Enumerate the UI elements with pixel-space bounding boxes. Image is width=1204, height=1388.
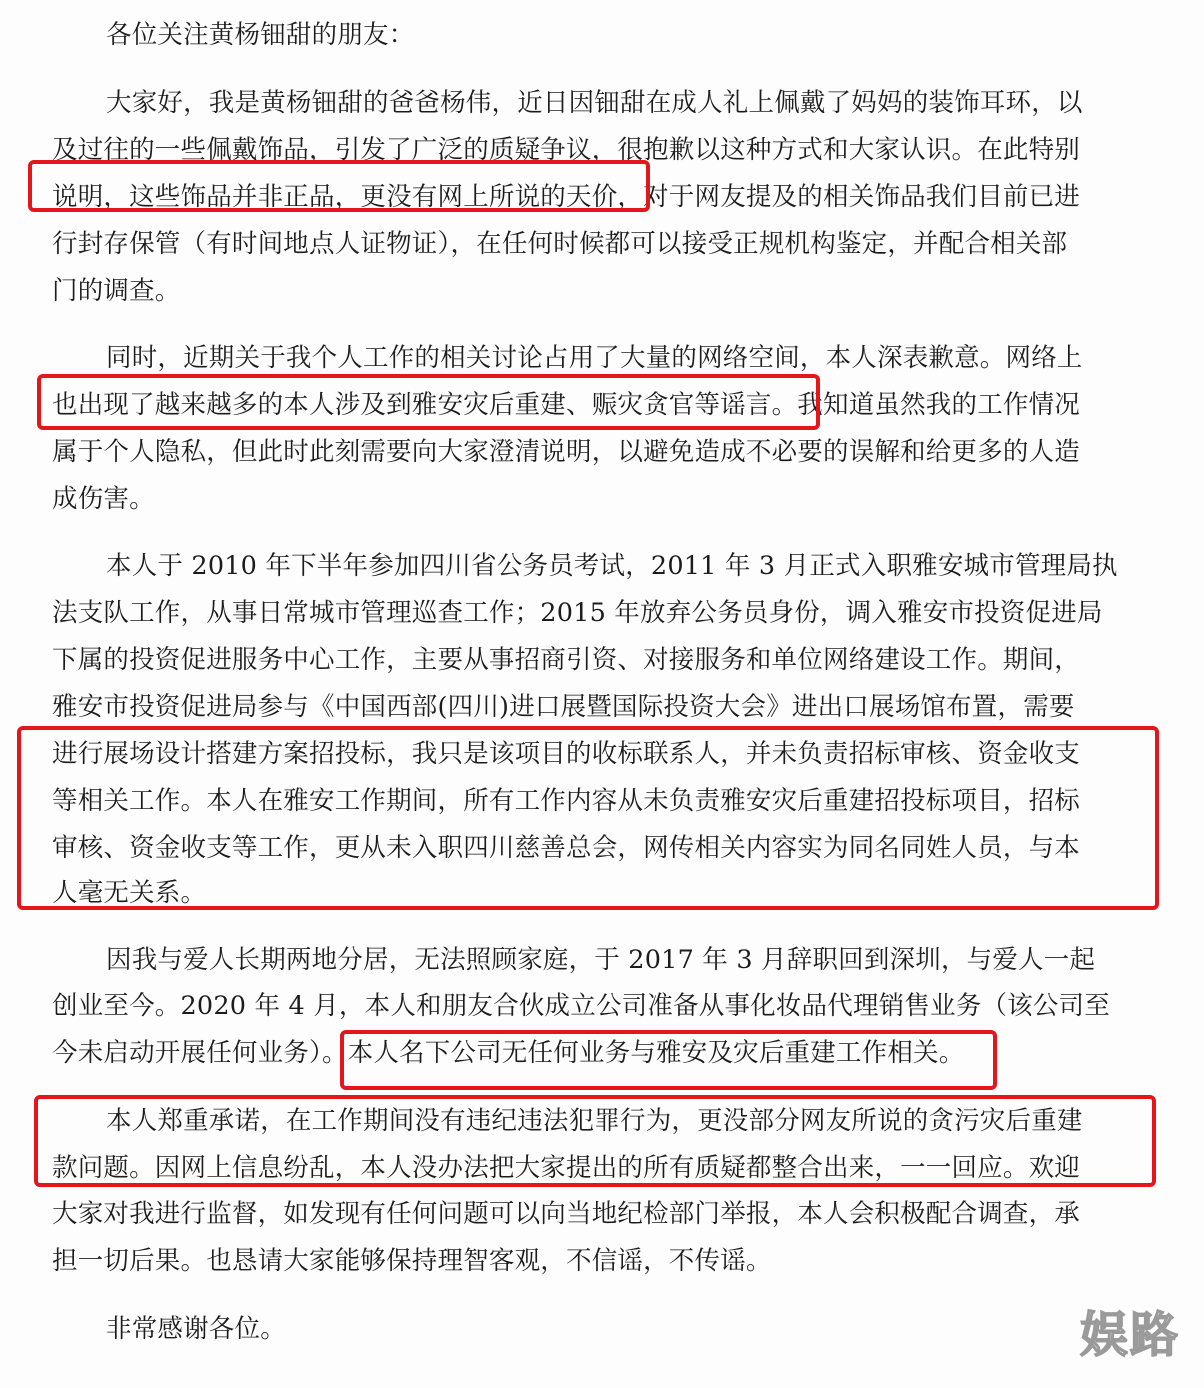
paragraph-1-line-3: 说明，这些饰品并非正品，更没有网上所说的天价，对于网友提及的相关饰品我们目前已进 [52,182,1081,212]
paragraph-3-line-1: 本人于 2010 年下半年参加四川省公务员考试，2011 年 3 月正式入职雅安城市管理局执 [106,551,1118,581]
paragraph-2-line-4: 成伤害。 [52,484,155,514]
paragraph-3-line-5: 进行展场设计搭建方案招投标，我只是该项目的收标联系人，并未负责招标审核、资金收支 [52,739,1081,769]
paragraph-4-line-1: 因我与爱人长期两地分居，无法照顾家庭，于 2017 年 3 月辞职回到深圳，与爱人一起 [106,945,1096,975]
paragraph-5-line-1: 本人郑重承诺，在工作期间没有违纪违法犯罪行为，更没部分网友所说的贪污灾后重建 [106,1106,1083,1136]
paragraph-2-line-1: 同时，近期关于我个人工作的相关讨论占用了大量的网络空间，本人深表歉意。网络上 [106,343,1083,373]
paragraph-4-line-3: 今未启动开展任何业务）。本人名下公司无任何业务与雅安及灾后重建工作相关。 [52,1038,965,1068]
paragraph-1-line-5: 门的调查。 [52,276,181,306]
paragraph-3-line-8: 人毫无关系。 [52,878,207,908]
paragraph-4-line-2: 创业至今。2020 年 4 月，本人和朋友合伙成立公司准备从事化妆品代理销售业务（该公司至 [52,991,1110,1021]
paragraph-5-line-3: 大家对我进行监督，如发现有任何问题可以向当地纪检部门举报，本人会积极配合调查，承 [52,1199,1081,1229]
greeting: 各位关注黄杨钿甜的朋友： [106,20,415,50]
paragraph-1-line-1: 大家好，我是黄杨钿甜的爸爸杨伟，近日因钿甜在成人礼上佩戴了妈妈的装饰耳环，以 [106,88,1083,118]
paragraph-3-line-4: 雅安市投资促进局参与《中国西部(四川)进口展暨国际投资大会》进出口展场馆布置，需要 [52,692,1075,722]
watermark-logo: 娱路 [1079,1307,1180,1363]
paragraph-3-line-3: 下属的投资促进服务中心工作，主要从事招商引资、对接服务和单位网络建设工作。期间， [52,645,1081,675]
paragraph-3-line-2: 法支队工作，从事日常城市管理巡查工作；2015 年放弃公务员身份，调入雅安市投资促进局 [52,598,1103,628]
paragraph-2-line-2: 也出现了越来越多的本人涉及到雅安灾后重建、赈灾贪官等谣言。我知道虽然我的工作情况 [52,390,1081,420]
paragraph-5-line-2: 款问题。因网上信息纷乱，本人没办法把大家提出的所有质疑都整合出来，一一回应。欢迎 [52,1153,1081,1183]
paragraph-1-line-4: 行封存保管（有时间地点人证物证），在任何时候都可以接受正规机构鉴定，并配合相关部 [52,229,1068,259]
paragraph-5-line-4: 担一切后果。也恳请大家能够保持理智客观，不信谣，不传谣。 [52,1246,772,1276]
paragraph-3-line-6: 等相关工作。本人在雅安工作期间，所有工作内容从未负责雅安灾后重建招投标项目，招标 [52,786,1081,816]
closing-line: 非常感谢各位。 [106,1314,286,1344]
paragraph-3-line-7: 审核、资金收支等工作，更从未入职四川慈善总会，网传相关内容实为同名同姓人员，与本 [52,833,1081,863]
paragraph-2-line-3: 属于个人隐私，但此时此刻需要向大家澄清说明，以避免造成不必要的误解和给更多的人造 [52,437,1081,467]
paragraph-1-line-2: 及过往的一些佩戴饰品，引发了广泛的质疑争议，很抱歉以这种方式和大家认识。在此特别 [52,135,1081,165]
